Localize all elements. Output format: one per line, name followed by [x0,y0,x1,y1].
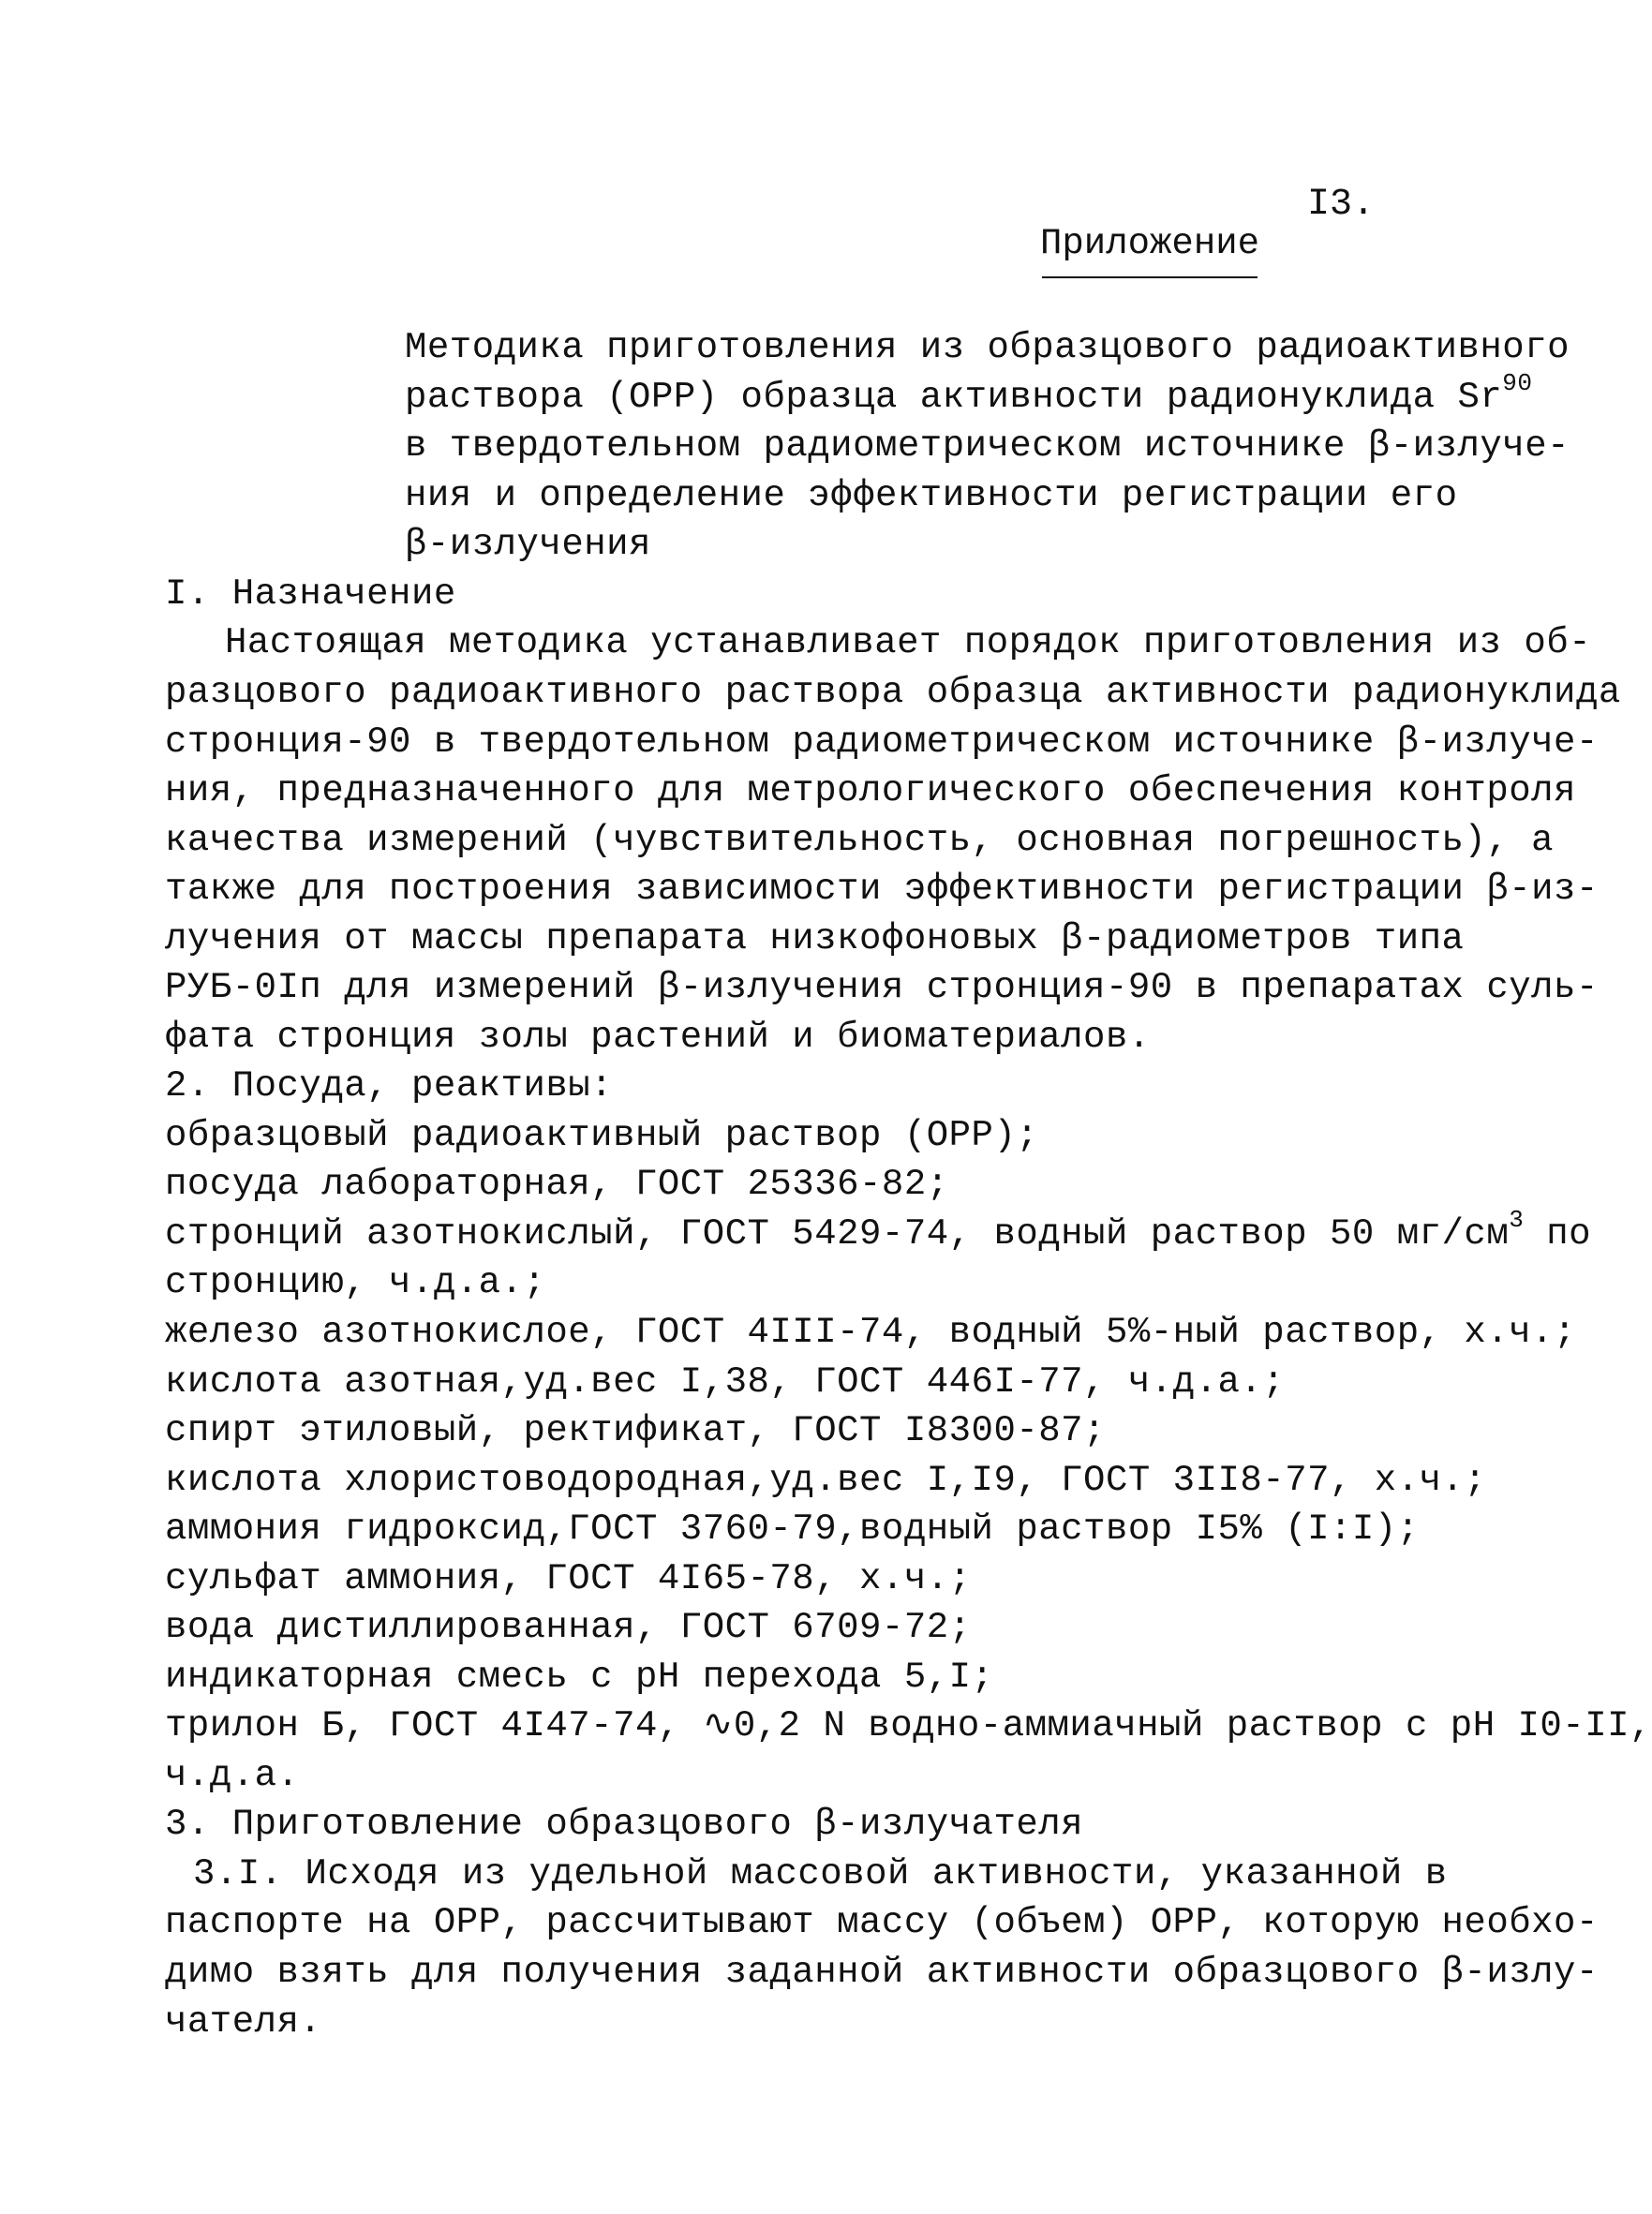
paragraph-line: разцового радиоактивного раствора образца активности радионуклида [165,672,1621,713]
paragraph-line: чателя. [165,2001,322,2043]
list-item: образцовый радиоактивный раствор (ОРР); [165,1115,1039,1156]
list-item: вода дистиллированная, ГОСТ 6709-72; [165,1607,972,1648]
list-item-tail: по [1524,1213,1592,1255]
list-item: посуда лабораторная, ГОСТ 25336-82; [165,1164,949,1205]
section-heading: I. Назначение [165,573,456,615]
paragraph-line: стронция-90 в твердотельном радиометрическом источнике β-излуче- [165,721,1599,763]
list-item: трилон Б, ГОСТ 4I47-74, ∿0,2 N водно-аммиачный раствор с рН I0-II, [165,1705,1652,1746]
title-superscript: 90 [1502,369,1533,397]
title-line-text: раствора (ОРР) образца активности радионуклида Sr [405,377,1503,418]
paragraph-line: 3.I. Исходя из удельной массовой активности, указанной в [193,1853,1448,1895]
paragraph-line: РУБ-0Iп для измерений β-излучения стронция-90 в препаратах суль- [165,967,1599,1008]
list-item-continuation: ч.д.а. [165,1755,300,1796]
title-line: в твердотельном радиометрическом источнике β-излуче- [405,425,1570,467]
list-item: сульфат аммония, ГОСТ 4I65-78, х.ч.; [165,1558,972,1599]
paragraph-line: паспорте на ОРР, рассчитывают массу (объем) ОРР, которую необхо- [165,1902,1599,1943]
paragraph-line: качества измерений (чувствительность, основная погрешность), а [165,820,1555,861]
list-item: аммония гидроксид,ГОСТ 3760-79,водный раствор I5% (I:I); [165,1508,1420,1550]
paragraph-line: также для построения зависимости эффективности регистрации β-из- [165,869,1599,910]
title-line: ния и определение эффективности регистрации его [405,475,1458,516]
paragraph-line: ния, предназначенного для метрологического обеспечения контроля [165,770,1576,811]
paragraph-line: Настоящая методика устанавливает порядок приготовления из об- [225,622,1592,663]
paragraph-line: лучения от массы препарата низкофоновых β-радиометров типа [165,918,1465,959]
page-number: I3. [1307,184,1376,226]
title-line: β-излучения [405,524,651,565]
appendix-label: Приложение [1040,223,1260,264]
list-item [165,1206,1592,1258]
list-item-text: стронций азотнокислый, ГОСТ 5429-74, водный раствор 50 мг/см [165,1213,1510,1255]
list-item: спирт этиловый, ректификат, ГОСТ I8300-87; [165,1410,1106,1451]
title-line: Методика приготовления из образцового радиоактивного [405,327,1570,368]
paragraph-line: димо взять для получения заданной активности образцового β-излу- [165,1952,1599,1993]
appendix-underline [1042,276,1258,278]
list-item: индикаторная смесь с рН перехода 5,I; [165,1657,994,1698]
title-line [405,369,1533,422]
list-item-continuation: стронцию, ч.д.а.; [165,1262,546,1303]
list-item: железо азотнокислое, ГОСТ 4III-74, водный 5%-ный раствор, х.ч.; [165,1312,1576,1353]
list-item: кислота азотная,уд.вес I,38, ГОСТ 446I-77, ч.д.а.; [165,1361,1286,1403]
paragraph-line: фата стронция золы растений и биоматериалов. [165,1017,1151,1058]
section-heading: 3. Приготовление образцового β-излучателя [165,1804,1084,1845]
list-item: кислота хлористоводородная,уд.вес I,I9, ГОСТ 3II8-77, х.ч.; [165,1460,1487,1501]
section-heading: 2. Посуда, реактивы: [165,1065,614,1107]
unit-superscript: 3 [1509,1206,1525,1234]
